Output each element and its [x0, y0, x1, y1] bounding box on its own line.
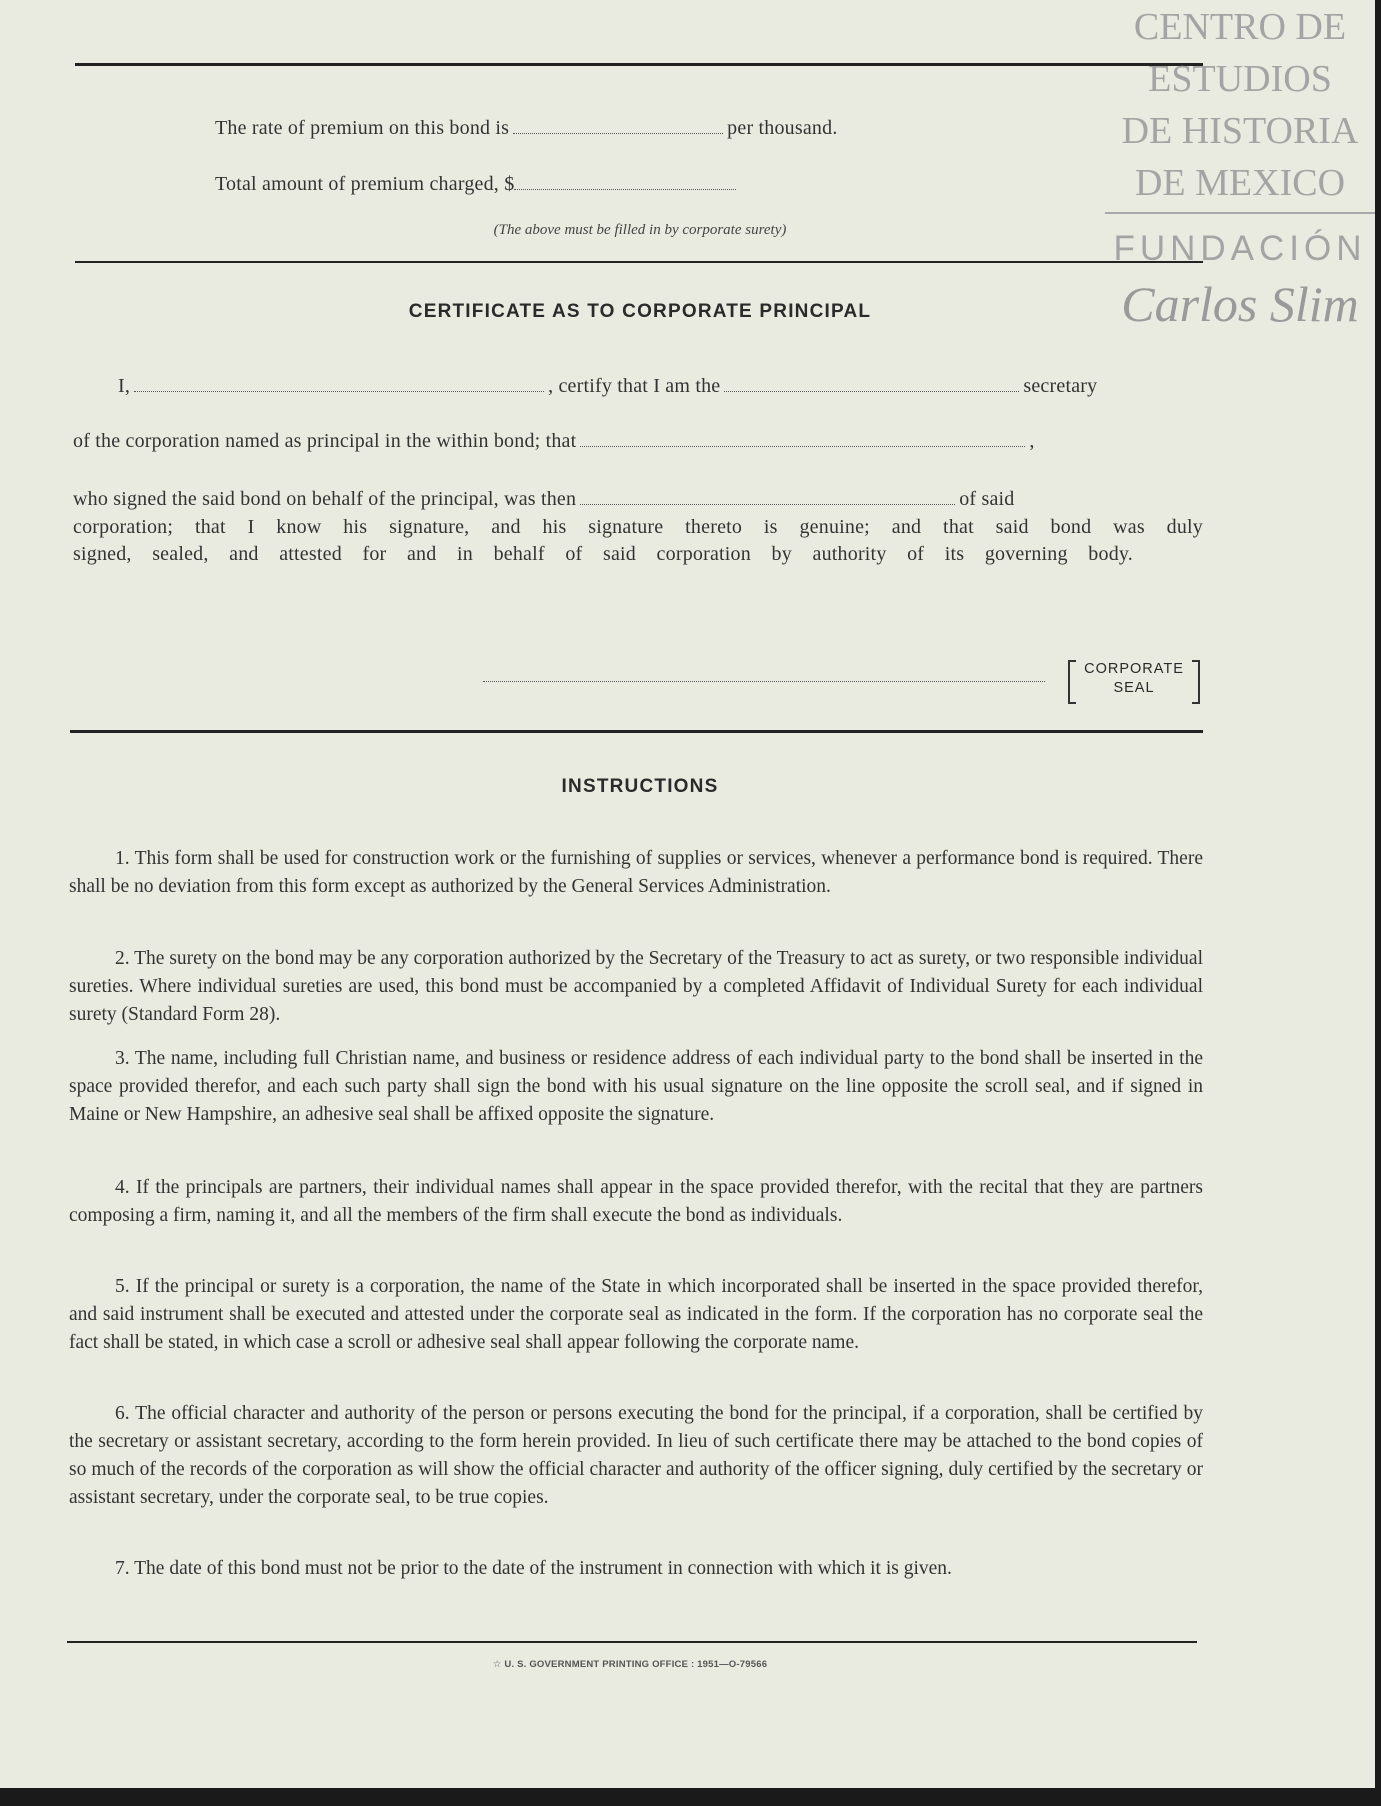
premium-rate-suffix: per thousand. [727, 117, 838, 139]
instruction-item-2: 2. The surety on the bond may be any corporation authorized by the Secretary of the Treasury to act as surety, or two responsible individual sureties. Where individual sureties are used, this bond must be accompanied by a completed Affidavit of Individual Surety for each individual surety (Standard Form 28). [69, 948, 1203, 1025]
certifier-signature-line[interactable] [483, 680, 1045, 682]
signer-name-field[interactable] [580, 445, 1025, 447]
certificate-line-3 [73, 488, 1014, 511]
certificate-text: , [1029, 430, 1035, 452]
certificate-line-1 [118, 375, 1097, 398]
certificate-text: , certify that I am the [548, 375, 721, 397]
watermark-line-2: ESTUDIOS [1148, 58, 1332, 100]
premium-rate-label: The rate of premium on this bond is [215, 117, 510, 139]
premium-total-line [215, 173, 740, 196]
corporate-seal-box [1068, 660, 1200, 702]
certifier-name-field[interactable] [134, 390, 544, 392]
certificate-line-5: signed, sealed, and attested for and in behalf of said corporation by authority of its governing body. [73, 543, 1133, 565]
certificate-text: secretary [1023, 375, 1098, 397]
certificate-text: of said [959, 488, 1015, 510]
instructions-title: INSTRUCTIONS [561, 776, 719, 797]
premium-rate-line [215, 117, 838, 140]
watermark-line-3: DE HISTORIA [1121, 110, 1359, 152]
archive-watermark [1105, 0, 1375, 332]
bottom-rule [67, 1641, 1197, 1643]
watermark-signature-logo: Carlos Slim [1121, 276, 1359, 332]
watermark-line-1: CENTRO DE [1133, 6, 1347, 48]
premium-note: (The above must be filled in by corporate surety) [493, 222, 787, 238]
instruction-item-5: 5. If the principal or surety is a corporation, the name of the State in which incorporated shall be inserted in the space provided therefor, and said instrument shall be executed and attested under the corporate seal as indicated in the form. If the corporation has no corporate seal the fact shall be stated, in which case a scroll or adhesive seal shall appear following the corporate name. [69, 1276, 1203, 1353]
certificate-text: I, [118, 375, 131, 397]
certificate-line-2 [73, 430, 1035, 453]
certificate-text: who signed the said bond on behalf of the principal, was then [73, 488, 577, 510]
certificate-text: of the corporation named as principal in the within bond; that [73, 430, 577, 452]
certificate-line-4: corporation; that I know his signature, and his signature thereto is genuine; and that said bond was duly [73, 516, 1203, 538]
instruction-item-3: 3. The name, including full Christian name, and business or residence address of each individual party to the bond shall be inserted in the space provided therefor, and each such party shall sign the bond with his usual signature on the line opposite the scroll seal, and if signed in Maine or New Hampshire, an adhesive seal shall be affixed opposite the signature. [69, 1048, 1203, 1125]
seal-label-2: SEAL [1113, 680, 1155, 696]
top-rule [75, 63, 1203, 66]
certificate-bottom-rule [70, 730, 1203, 733]
certificate-title: CERTIFICATE AS TO CORPORATE PRINCIPAL [408, 301, 872, 322]
instruction-item-6: 6. The official character and authority of the person or persons executing the bond for the principal, if a corporation, shall be certified by the secretary or assistant secretary, according to the form herein provided. In lieu of such certificate there may be attached to the bond copies of so much of the records of the corporation as will show the official character and authority of the officer signing, duly certified by the secretary or assistant secretary, under the corporate seal, to be true copies. [69, 1403, 1203, 1508]
premium-rate-field[interactable] [513, 132, 723, 134]
instruction-item-1: 1. This form shall be used for construction work or the furnishing of supplies or services, whenever a performance bond is required. There shall be no deviation from this form except as authorized by the General Services Administration. [69, 848, 1203, 897]
premium-total-label: Total amount of premium charged, $ [215, 173, 515, 195]
instruction-item-7: 7. The date of this bond must not be prior to the date of the instrument in connection with which it is given. [115, 1558, 952, 1579]
premium-total-field[interactable] [514, 188, 736, 190]
instruction-item-4: 4. If the principals are partners, their individual names shall appear in the space provided therefor, with the recital that they are partners composing a firm, naming it, and all the members of the firm shall execute the bond as individuals. [69, 1177, 1203, 1226]
signer-title-field[interactable] [580, 503, 955, 505]
premium-bottom-rule [75, 261, 1203, 263]
seal-label-1: CORPORATE [1084, 661, 1184, 677]
printing-office-footer: ☆ U. S. GOVERNMENT PRINTING OFFICE : 1951—O-79566 [492, 1659, 768, 1670]
watermark-divider [1105, 212, 1375, 214]
watermark-line-4: DE MEXICO [1134, 162, 1346, 204]
watermark-line-5: FUNDACIÓN [1113, 229, 1367, 268]
secretary-type-field[interactable] [724, 390, 1019, 392]
